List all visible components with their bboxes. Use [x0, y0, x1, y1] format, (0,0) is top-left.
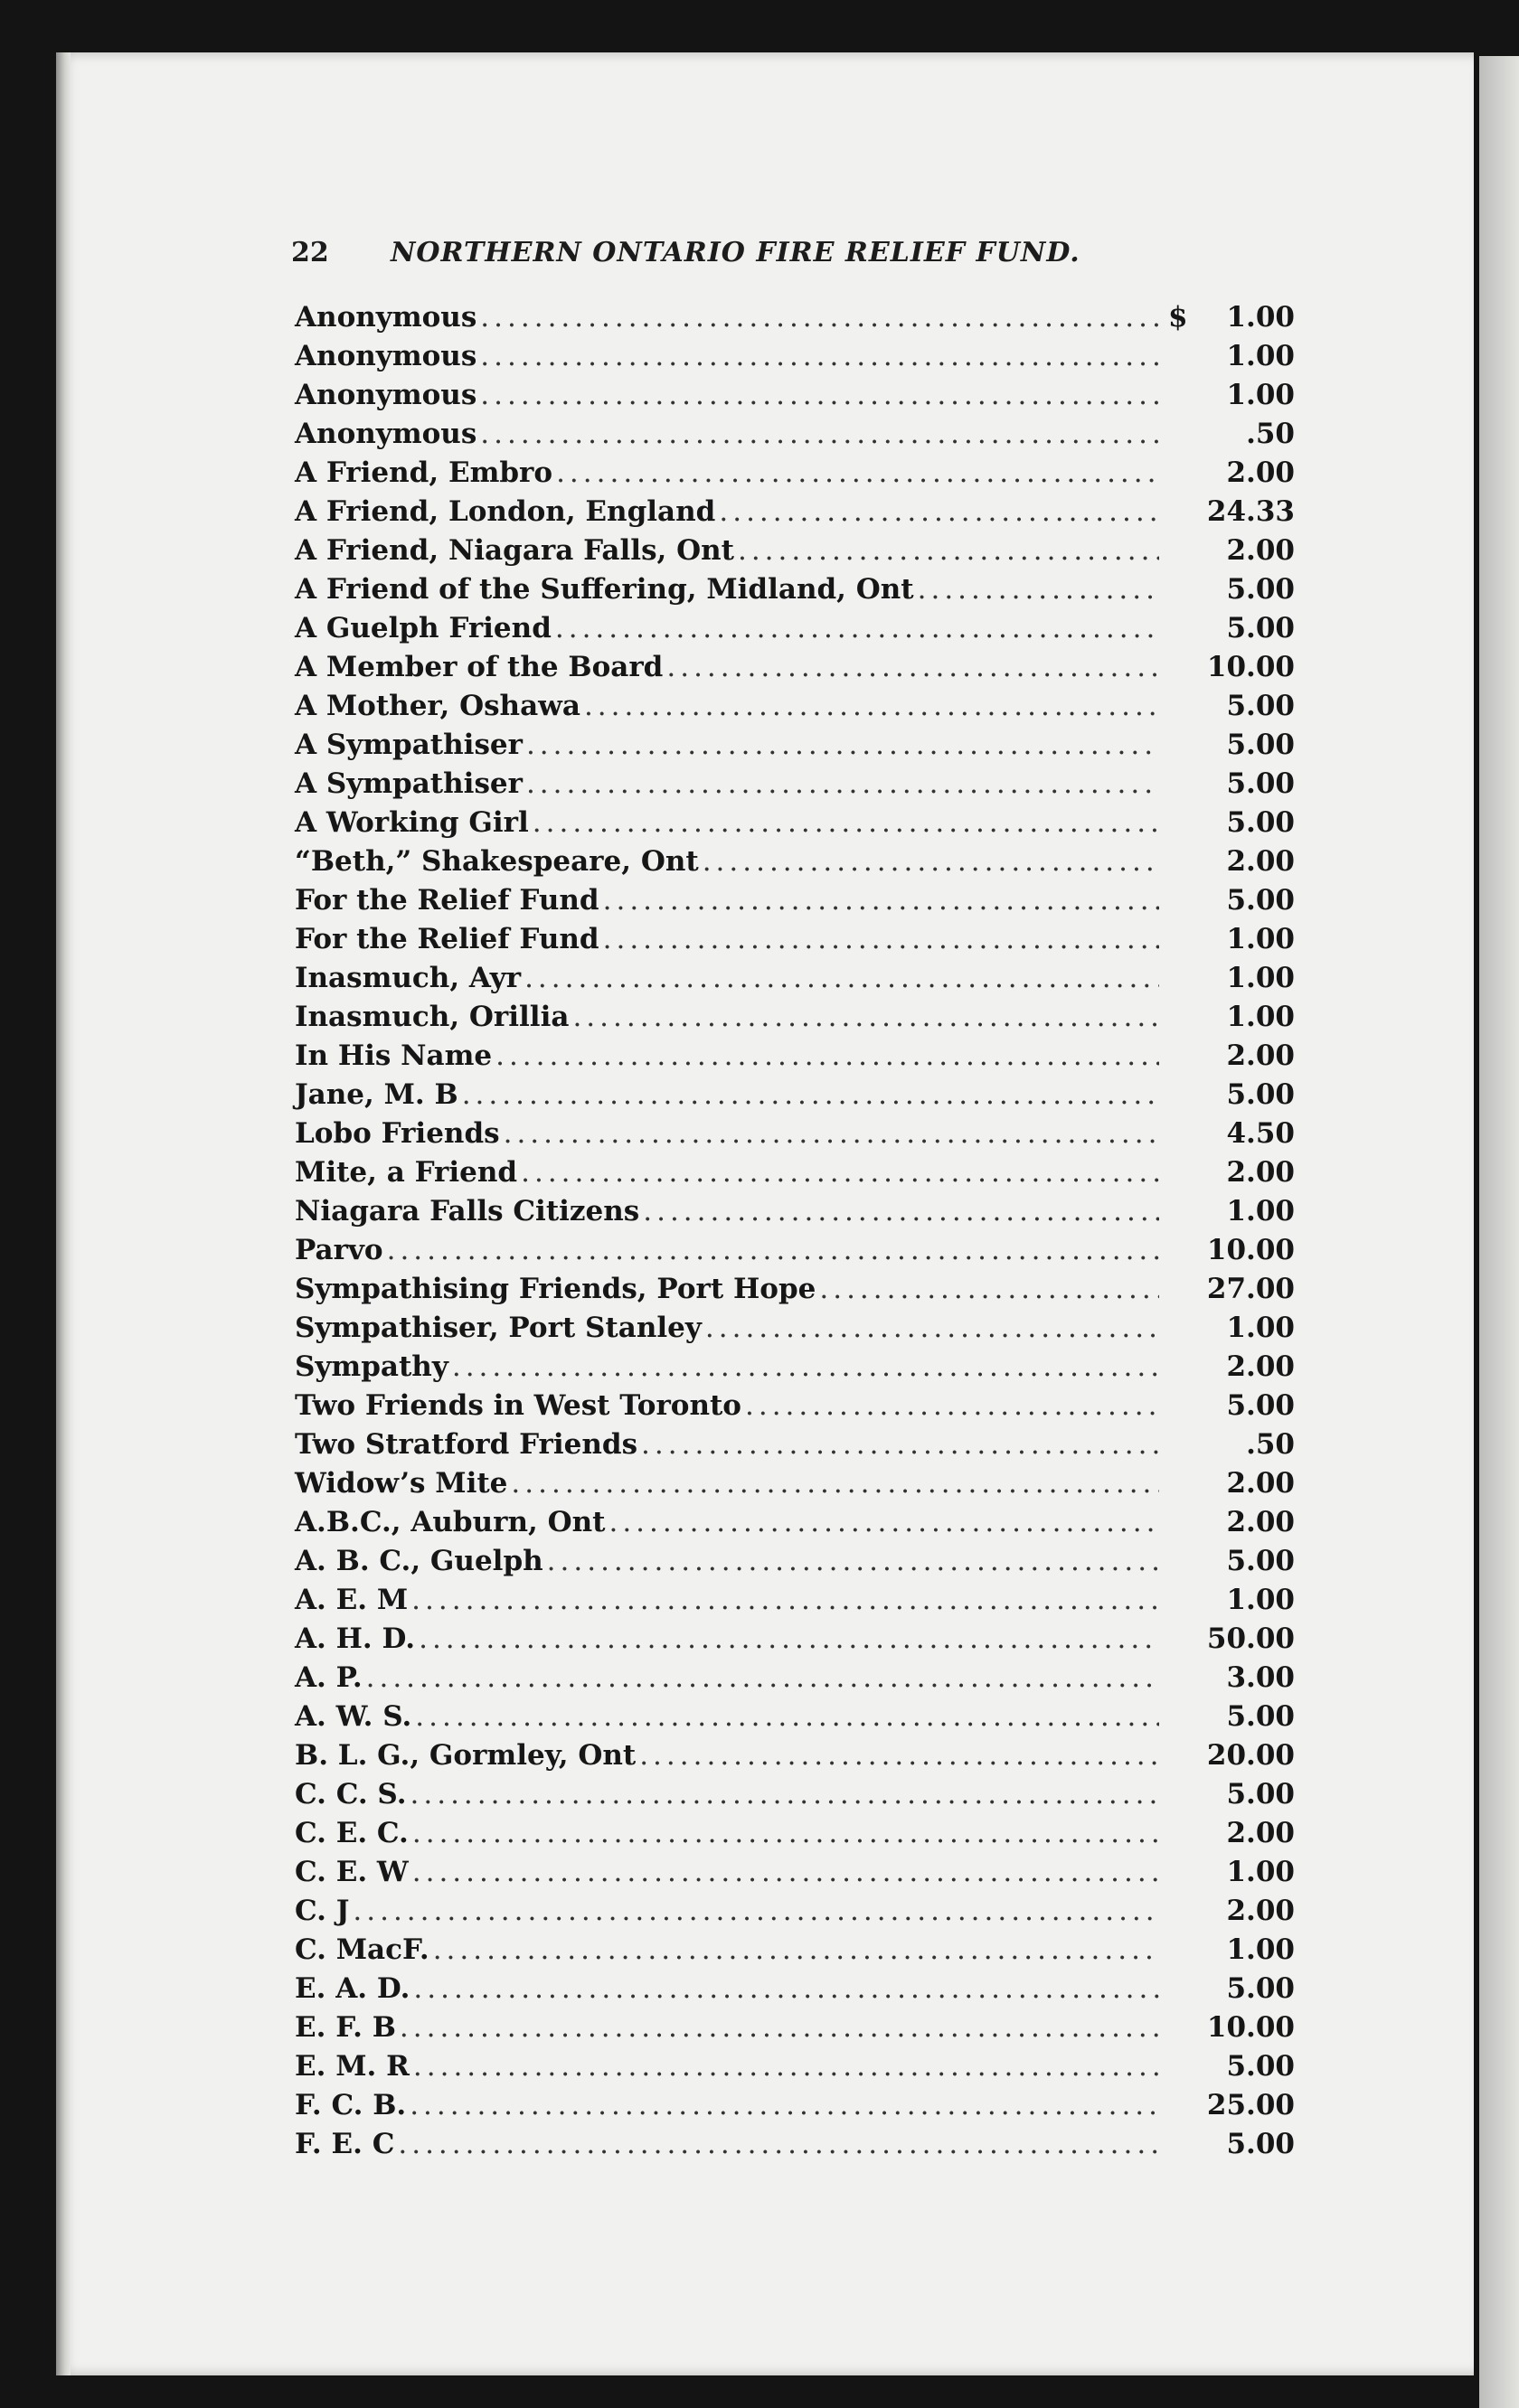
donation-amount: 1.00 — [1226, 1001, 1295, 1033]
dot-leader — [413, 1972, 1159, 2005]
donation-row — [295, 1661, 1295, 1700]
dot-leader — [415, 1700, 1159, 1733]
donor-name: Two Stratford Friends — [295, 1428, 638, 1461]
donation-amount: 1.00 — [1226, 1933, 1295, 1966]
donation-row — [295, 1817, 1295, 1856]
donation-amount: 1.00 — [1226, 301, 1295, 334]
donor-name: Two Friends in West Toronto — [295, 1389, 741, 1422]
dot-leader — [745, 1389, 1159, 1422]
donation-row — [295, 301, 1295, 340]
donor-name: Parvo — [295, 1234, 383, 1266]
donor-name: A Member of the Board — [295, 651, 664, 683]
donation-row — [295, 573, 1295, 612]
donation-amount: 4.50 — [1226, 1117, 1295, 1150]
donation-row — [295, 534, 1295, 573]
dot-leader — [410, 2089, 1159, 2121]
donation-row — [295, 1156, 1295, 1195]
donation-amount: .50 — [1246, 418, 1295, 450]
donation-amount: 24.33 — [1206, 495, 1295, 528]
donor-name: A Sympathiser — [295, 729, 523, 761]
dot-leader — [526, 767, 1159, 800]
dot-leader — [703, 845, 1159, 878]
donation-amount: 5.00 — [1226, 806, 1295, 839]
dot-leader — [719, 495, 1159, 528]
donation-row — [295, 1623, 1295, 1661]
donation-amount: 5.00 — [1226, 2128, 1295, 2160]
donation-list — [295, 301, 1295, 2167]
donation-amount: .50 — [1246, 1428, 1295, 1461]
donation-row — [295, 1739, 1295, 1778]
dot-leader — [411, 1584, 1159, 1616]
donation-amount: 5.00 — [1226, 1972, 1295, 2005]
donor-name: Inasmuch, Orillia — [295, 1001, 570, 1033]
donation-row — [295, 1389, 1295, 1428]
page-header — [291, 237, 1293, 277]
dot-leader — [480, 340, 1159, 372]
donation-row — [295, 418, 1295, 456]
donation-row — [295, 1972, 1295, 2011]
dot-leader — [433, 1933, 1159, 1966]
donation-amount: 1.00 — [1226, 1584, 1295, 1616]
donation-amount: 1.00 — [1226, 379, 1295, 411]
donation-row — [295, 1856, 1295, 1895]
dot-leader — [387, 1234, 1159, 1266]
donation-amount: 5.00 — [1226, 1078, 1295, 1111]
donation-row — [295, 806, 1295, 845]
donation-amount: 5.00 — [1226, 767, 1295, 800]
dot-leader — [547, 1545, 1159, 1577]
donation-row — [295, 1078, 1295, 1117]
donation-row — [295, 1778, 1295, 1817]
dot-leader — [480, 301, 1159, 334]
dot-leader — [556, 456, 1159, 489]
donor-name: Mite, a Friend — [295, 1156, 518, 1189]
donation-amount: 2.00 — [1226, 1467, 1295, 1500]
donor-name: B. L. G., Gormley, Ont — [295, 1739, 637, 1772]
donor-name: A Working Girl — [295, 806, 529, 839]
donation-row — [295, 2050, 1295, 2089]
donation-amount: 1.00 — [1226, 340, 1295, 372]
donation-amount: 10.00 — [1206, 2011, 1295, 2044]
donation-amount: 10.00 — [1206, 651, 1295, 683]
donor-name: A Mother, Oshawa — [295, 690, 580, 722]
donation-amount: 5.00 — [1226, 612, 1295, 644]
donation-amount: 5.00 — [1226, 1778, 1295, 1811]
donor-name: Sympathising Friends, Port Hope — [295, 1273, 816, 1305]
donation-row — [295, 1001, 1295, 1039]
dot-leader — [524, 962, 1159, 994]
donation-amount: 5.00 — [1226, 1700, 1295, 1733]
dot-leader — [398, 2128, 1159, 2160]
donation-amount: 5.00 — [1226, 729, 1295, 761]
donor-name: Anonymous — [295, 379, 477, 411]
donation-amount: 5.00 — [1226, 1389, 1295, 1422]
donation-row — [295, 1350, 1295, 1389]
donation-row — [295, 1312, 1295, 1350]
donation-amount: 2.00 — [1226, 845, 1295, 878]
donation-amount: 20.00 — [1206, 1739, 1295, 1772]
donation-amount: 2.00 — [1226, 1039, 1295, 1072]
dot-leader — [533, 806, 1159, 839]
dot-leader — [555, 612, 1159, 644]
running-title: NORTHERN ONTARIO FIRE RELIEF FUND. — [391, 237, 1080, 268]
donor-name: E. M. R — [295, 2050, 410, 2083]
dot-leader — [666, 651, 1159, 683]
donor-name: Niagara Falls Citizens — [295, 1195, 640, 1228]
dot-leader — [495, 1039, 1159, 1072]
donor-name: E. A. D. — [295, 1972, 410, 2005]
dot-leader — [504, 1117, 1159, 1150]
dot-leader — [641, 1428, 1159, 1461]
donation-amount: 2.00 — [1226, 1350, 1295, 1383]
donation-row — [295, 1428, 1295, 1467]
dot-leader — [738, 534, 1159, 567]
donation-amount: 2.00 — [1226, 1817, 1295, 1849]
donation-amount: 1.00 — [1226, 1312, 1295, 1344]
donation-amount: 2.00 — [1226, 456, 1295, 489]
donation-row — [295, 651, 1295, 690]
donor-name: Anonymous — [295, 340, 477, 372]
donor-name: Anonymous — [295, 301, 477, 334]
dot-leader — [452, 1350, 1159, 1383]
donation-amount: 27.00 — [1206, 1273, 1295, 1305]
donor-name: In His Name — [295, 1039, 493, 1072]
donation-amount: 1.00 — [1226, 962, 1295, 994]
donation-row — [295, 1506, 1295, 1545]
next-page-edge — [1479, 56, 1519, 2408]
donation-amount: 5.00 — [1226, 1545, 1295, 1577]
donation-row — [295, 1584, 1295, 1623]
donation-row — [295, 962, 1295, 1001]
donation-row — [295, 2089, 1295, 2128]
donation-row — [295, 1895, 1295, 1933]
donor-name: A. P. — [295, 1661, 363, 1694]
dot-leader — [819, 1273, 1159, 1305]
dot-leader — [413, 2050, 1159, 2083]
donor-name: For the Relief Fund — [295, 884, 599, 917]
donation-row — [295, 1933, 1295, 1972]
donor-name: A Guelph Friend — [295, 612, 552, 644]
donation-row — [295, 612, 1295, 651]
donation-amount: 2.00 — [1226, 534, 1295, 567]
donor-name: C. J — [295, 1895, 350, 1927]
donor-name: Jane, M. B — [295, 1078, 458, 1111]
donation-amount: 10.00 — [1206, 1234, 1295, 1266]
donation-row — [295, 729, 1295, 767]
donation-row — [295, 2128, 1295, 2167]
donor-name: A Friend of the Suffering, Midland, Ont — [295, 573, 914, 606]
donor-name: C. E. W — [295, 1856, 409, 1888]
dot-leader — [584, 690, 1159, 722]
donor-name: E. F. B — [295, 2011, 396, 2044]
donor-name: A Friend, Embro — [295, 456, 553, 489]
donation-amount: 5.00 — [1226, 573, 1295, 606]
donor-name: A Friend, Niagara Falls, Ont — [295, 534, 734, 567]
donation-amount: 5.00 — [1226, 2050, 1295, 2083]
dot-leader — [511, 1467, 1159, 1500]
donation-amount: 2.00 — [1226, 1506, 1295, 1538]
donation-amount: 5.00 — [1226, 690, 1295, 722]
donor-name: A Sympathiser — [295, 767, 523, 800]
page-number: 22 — [291, 237, 329, 268]
dot-leader — [526, 729, 1159, 761]
donation-row — [295, 1117, 1295, 1156]
donation-row — [295, 1700, 1295, 1739]
dot-leader — [412, 1817, 1159, 1849]
donation-row — [295, 923, 1295, 962]
donation-row — [295, 767, 1295, 806]
donation-row — [295, 2011, 1295, 2050]
donor-name: Anonymous — [295, 418, 477, 450]
donation-row — [295, 1039, 1295, 1078]
donor-name: A. H. D. — [295, 1623, 416, 1655]
donation-row — [295, 690, 1295, 729]
donor-name: F. E. C — [295, 2128, 395, 2160]
donation-row — [295, 1234, 1295, 1273]
donation-row — [295, 340, 1295, 379]
dot-leader — [521, 1156, 1159, 1189]
donor-name: A. E. M — [295, 1584, 409, 1616]
donor-name: For the Relief Fund — [295, 923, 599, 955]
donation-amount: 25.00 — [1206, 2089, 1295, 2121]
donation-row — [295, 884, 1295, 923]
dot-leader — [366, 1661, 1159, 1694]
dot-leader — [462, 1078, 1159, 1111]
donation-amount: 1.00 — [1226, 923, 1295, 955]
dot-leader — [410, 1778, 1159, 1811]
donation-amount: 5.00 — [1226, 884, 1295, 917]
dot-leader — [400, 2011, 1159, 2044]
currency-symbol: $ — [1168, 301, 1188, 334]
donor-name: Inasmuch, Ayr — [295, 962, 522, 994]
dot-leader — [353, 1895, 1159, 1927]
donor-name: “Beth,” Shakespeare, Ont — [295, 845, 699, 878]
dot-leader — [412, 1856, 1159, 1888]
donor-name: Sympathy — [295, 1350, 448, 1383]
donor-name: Lobo Friends — [295, 1117, 500, 1150]
donor-name: C. C. S. — [295, 1778, 407, 1811]
donor-name: A.B.C., Auburn, Ont — [295, 1506, 606, 1538]
donation-row — [295, 1545, 1295, 1584]
donation-row — [295, 495, 1295, 534]
donation-row — [295, 456, 1295, 495]
donation-row — [295, 1195, 1295, 1234]
donation-row — [295, 1467, 1295, 1506]
donation-row — [295, 1273, 1295, 1312]
donation-amount: 50.00 — [1206, 1623, 1295, 1655]
dot-leader — [480, 379, 1159, 411]
dot-leader — [643, 1195, 1159, 1228]
dot-leader — [705, 1312, 1159, 1344]
dot-leader — [480, 418, 1159, 450]
donor-name: Sympathiser, Port Stanley — [295, 1312, 702, 1344]
dot-leader — [603, 884, 1159, 917]
donor-name: A. B. C., Guelph — [295, 1545, 543, 1577]
donation-amount: 2.00 — [1226, 1895, 1295, 1927]
donation-row — [295, 845, 1295, 884]
donor-name: F. C. B. — [295, 2089, 407, 2121]
donation-amount: 1.00 — [1226, 1195, 1295, 1228]
dot-leader — [918, 573, 1159, 606]
donor-name: C. MacF. — [295, 1933, 429, 1966]
dot-leader — [609, 1506, 1159, 1538]
dot-leader — [603, 923, 1159, 955]
donation-amount: 2.00 — [1226, 1156, 1295, 1189]
page-gutter-edge — [56, 52, 71, 2375]
donor-name: Widow’s Mite — [295, 1467, 508, 1500]
donation-amount: 3.00 — [1226, 1661, 1295, 1694]
donation-amount: 1.00 — [1226, 1856, 1295, 1888]
donation-row — [295, 379, 1295, 418]
dot-leader — [572, 1001, 1159, 1033]
donor-name: C. E. C. — [295, 1817, 409, 1849]
donor-name: A Friend, London, England — [295, 495, 716, 528]
dot-leader — [639, 1739, 1159, 1772]
donor-name: A. W. S. — [295, 1700, 412, 1733]
dot-leader — [419, 1623, 1159, 1655]
